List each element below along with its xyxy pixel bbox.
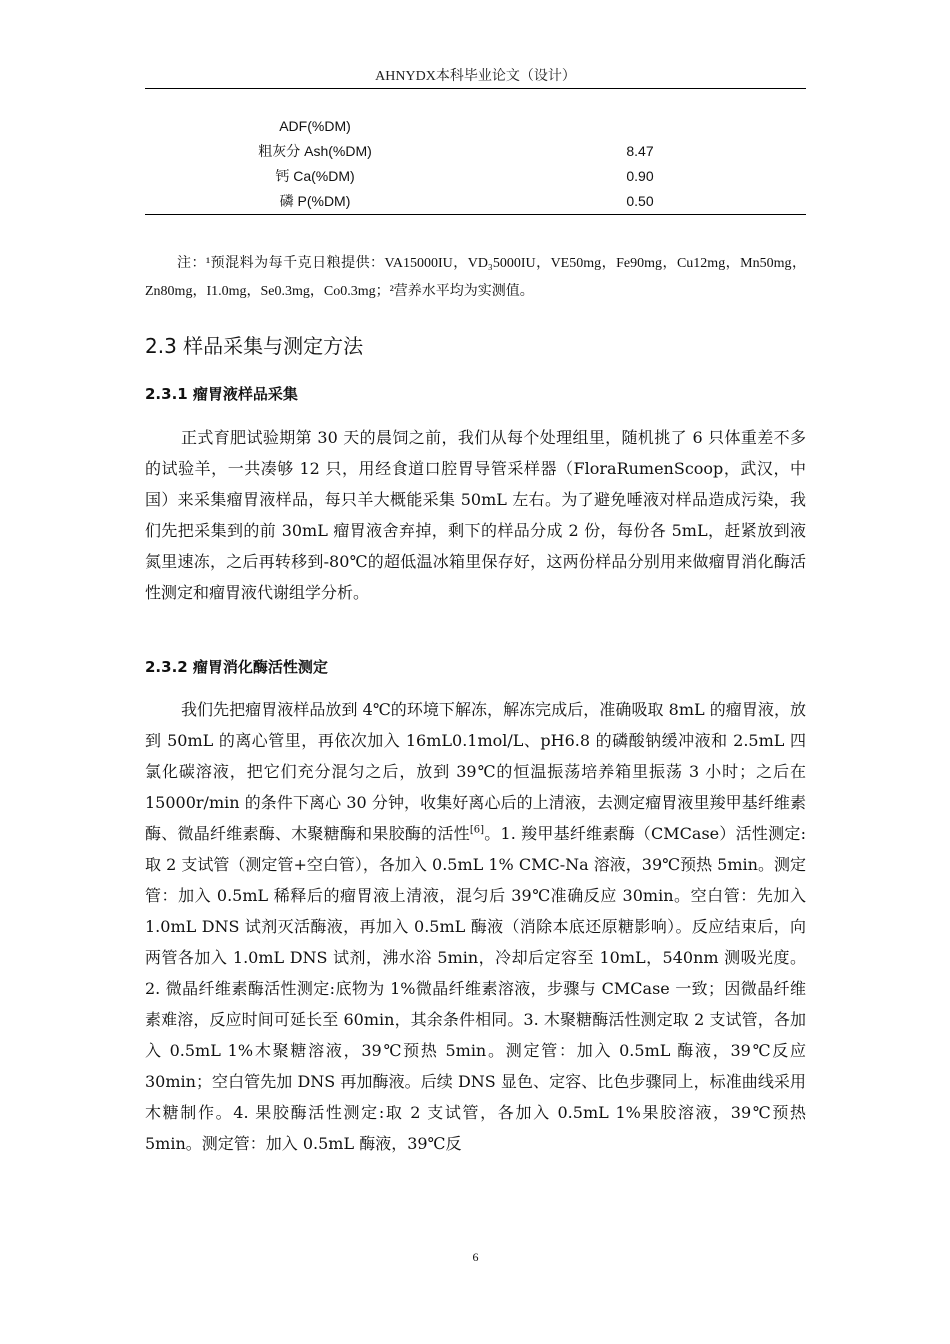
row-name: 磷 P(%DM) [279,193,351,209]
table-row [145,189,806,214]
enzyme-text-part-a: 我们先把瘤胃液样品放到 4℃的环境下解冻，解冻完成后，准确吸取 8mL 的瘤胃液，放到 50mL 的离心管里，再依次加入 16mL0.1mol/L、pH6.8 的磷酸钠缓冲液和 2.5mL 四氯化碳溶液，把它们充分混匀之后，放到 39℃的恒温振荡培养箱里振荡 3 小时；之后在 15000r/min 的条件下离心 30 分钟，收集好离心后的上清液，去测定瘤胃液里羧甲基纤维素酶、微晶纤维素酶、木聚糖酶和果胶酶的活性 [145,700,806,843]
section-heading-2-3-2: 2.3.2 瘤胃消化酶活性测定 [145,658,328,676]
table-row [145,164,806,189]
table-bottom-rule [145,214,806,215]
paragraph-rumen-sampling: 正式育肥试验期第 30 天的晨饲之前，我们从每个处理组里，随机挑了 6 只体重差不多的试验羊，一共凑够 12 只，用经食道口腔胃导管采样器（FloraRumenScoop，武汉，中国）来采集瘤胃液样品，每只羊大概能采集 50mL 左右。为了避免唾液对样品造成污染，我们先把采集到的前 30mL 瘤胃液舍弃掉，剩下的样品分成 2 份，每份各 5mL，赶紧放到液氮里速冻，之后再转移到-80℃的超低温冰箱里保存好，这两份样品分别用来做瘤胃消化酶活性测定和瘤胃液代谢组学分析。 [145,428,806,602]
table-note: 注：¹预混料为每千克日粮提供：VA15000IU，VD₃5000IU，VE50mg，Fe90mg，Cu12mg，Mn50mg，Zn80mg，I1.0mg，Se0.3mg，Co0.3mg；²营养水平均为实测值。 [145,256,806,299]
row-name: 钙 Ca(%DM) [275,168,355,184]
section-heading-2-3-1: 2.3.1 瘤胃液样品采集 [145,385,298,403]
enzyme-text-part-b: 。1. 羧甲基纤维素酶（CMCase）活性测定:取 2 支试管（测定管+空白管），各加入 0.5mL 1% CMC-Na 溶液，39℃预热 5min。测定管：加入 0.5mL 稀释后的瘤胃液上清液，混匀后 39℃准确反应 30min。空白管：先加入 1.0mL DNS 试剂灭活酶液，再加入 0.5mL 酶液（消除本底还原糖影响）。反应结束后，向两管各加入 1.0mL DNS 试剂，沸水浴 5min，冷却后定容至 10mL，540nm 测吸光度。2. 微晶纤维素酶活性测定:底物为 1%微晶纤维素溶液，步骤与 CMCase 一致；因微晶纤维素难溶，反应时间可延长至 60min，其余条件相同。3. 木聚糖酶活性测定取 2 支试管，各加入 0.5mL 1%木聚糖溶液，39℃预热 5min。测定管：加入 0.5mL 酶液，39℃反应 30min；空白管先加 DNS 再加酶液。后续 DNS 显色、定容、比色步骤同上，标准曲线采用木糖制作。4. 果胶酶活性测定:取 2 支试管，各加入 0.5mL 1%果胶溶液，39℃预热 5min。测定管：加入 0.5mL 酶液，39℃反 [145,824,806,1153]
row-value: 0.90 [626,168,654,184]
page-number: 6 [472,1250,479,1264]
row-value: 0.50 [626,193,654,209]
row-name: 粗灰分 Ash(%DM) [258,143,372,159]
table-row [145,139,806,164]
header-rule [145,88,806,89]
running-header: AHNYDX本科毕业论文（设计） [375,69,576,84]
paragraph-enzyme-assay [145,694,806,1159]
row-name: ADF(%DM) [279,118,351,134]
citation: [6] [469,824,485,836]
section-heading-2-3: 2.3 样品采集与测定方法 [145,334,364,358]
row-value: 8.47 [626,143,654,159]
table-row [145,114,806,139]
